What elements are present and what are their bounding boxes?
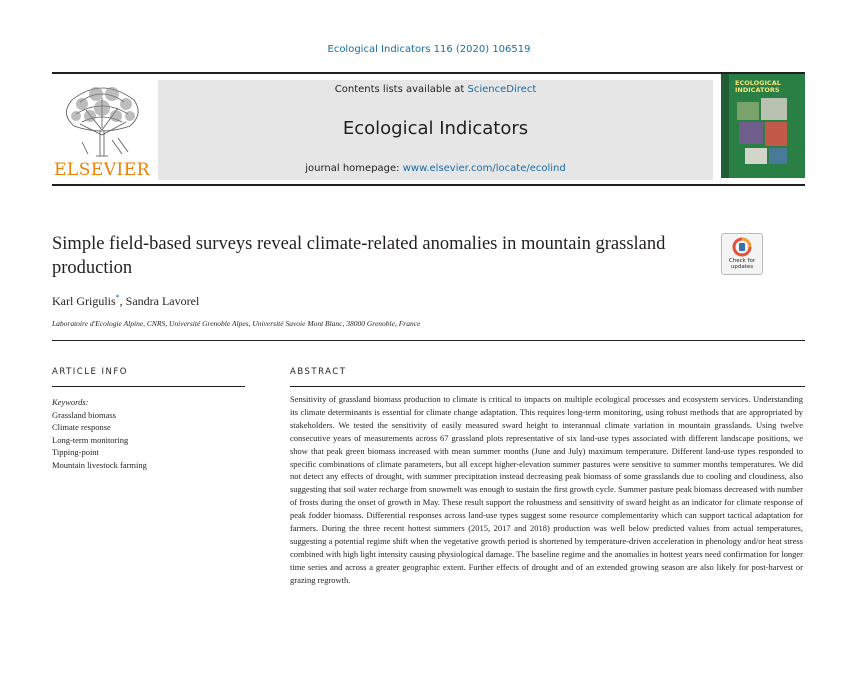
contents-line: [158, 84, 713, 95]
abstract-text: Sensitivity of grassland biomass production to climate is critical to impacts on multiple ecological processes and ecosystem services. Understanding its climate determinants is essential for climate change adaptation. This requires long-term monitoring, using robust methods that are appropriated by stakeholders. We tested the sensitivity of easily measured sward height to interannual climate variation in mountain grasslands. Using twelve consecutive years of measurements across 67 grassland plots representative of six land-use types associated with different landscape positions, we show that peak green biomass increased with mean summer months (June and July) maximum temperature. Different land-use types responded to specific combinations of climate parameters, but all except higher-elevation summer pastures were sensitive to summer months temperatures. We did not detect any effects of drought, with summer precipitation instead decreasing peak biomass of some grasslands due to cooling and cloudiness, also suggesting that soil water recharge from snowmelt was enough to sustain the first growth cycle. Summer pasture peak biomass decreased with number of frosts during the onset of growth in May. These result support the robustness and sensitivity of sward height as an indicator for climate response of peak fodder biomass. Differential responses across land-use types suggest some resource complementarity which can support tactical adaptation for farmers. During the three recent hottest summers (2015, 2017 and 2018) production was well below predicted values from actual temperatures, suggesting a potential regime shift when the vegetative growth period is shortened by temperature-driven acceleration in phenology and/or heat stress combined with high light intensity causing physiological damage. The baseline regime and the anomalies in hottest years need confirmation for longer time series and across a greater geographic extent. Further effects of drought and of an extended growing season are also likely for post-harvest or grazing regrowth.: [290, 394, 803, 585]
journal-title: Ecological Indicators: [342, 118, 529, 139]
cover-title-line-2: INDICATORS: [735, 86, 780, 94]
keyword-item: Mountain livestock farming: [52, 459, 147, 470]
cover-title-line-1: ECOLOGICAL: [735, 79, 781, 87]
author-name[interactable]: Sandra Lavorel: [125, 294, 200, 308]
check-updates-line-2: updates: [730, 264, 754, 270]
header-rule-bottom: [52, 184, 805, 186]
section-rule: [52, 340, 805, 341]
homepage-prefix: journal homepage:: [305, 163, 403, 174]
elsevier-wordmark: ELSEVIER: [54, 160, 150, 180]
sciencedirect-link[interactable]: ScienceDirect: [467, 84, 537, 95]
author-list: [52, 293, 199, 309]
keywords-label: Keywords:: [52, 397, 89, 407]
journal-cover-image[interactable]: [721, 74, 805, 178]
homepage-link[interactable]: www.elsevier.com/locate/ecolind: [402, 163, 566, 174]
corresponding-author-mark[interactable]: *: [115, 293, 120, 302]
abstract-rule: [290, 386, 805, 387]
author-name[interactable]: Karl Grigulis: [52, 294, 116, 308]
keyword-item: Tipping-point: [52, 447, 99, 457]
keyword-item: Long-term monitoring: [52, 434, 129, 445]
contents-prefix: Contents lists available at: [334, 84, 468, 95]
journal-citation[interactable]: Ecological Indicators 116 (2020) 106519: [327, 44, 531, 55]
article-info-heading: ARTICLE INFO: [52, 367, 128, 377]
abstract-heading: ABSTRACT: [290, 367, 347, 377]
check-updates-line-1: Check for: [728, 258, 756, 264]
homepage-line: [158, 163, 713, 174]
check-updates-label: [721, 258, 763, 270]
author-separator: ,: [119, 294, 126, 308]
check-updates-icon: [722, 234, 762, 258]
article-title: Simple field-based surveys reveal climate-related anomalies in mountain grassland production: [52, 234, 666, 278]
affiliation: Laboratoire d'Ecologie Alpine, CNRS, Université Grenoble Alpes, Université Savoie Mont Blanc, 38000 Grenoble, France: [52, 319, 421, 328]
header-rule-top: [52, 72, 805, 74]
keyword-item: Climate response: [52, 422, 111, 432]
keyword-item: Grassland biomass: [52, 409, 116, 420]
article-info-rule: [52, 386, 245, 387]
keywords-block: [52, 396, 147, 471]
